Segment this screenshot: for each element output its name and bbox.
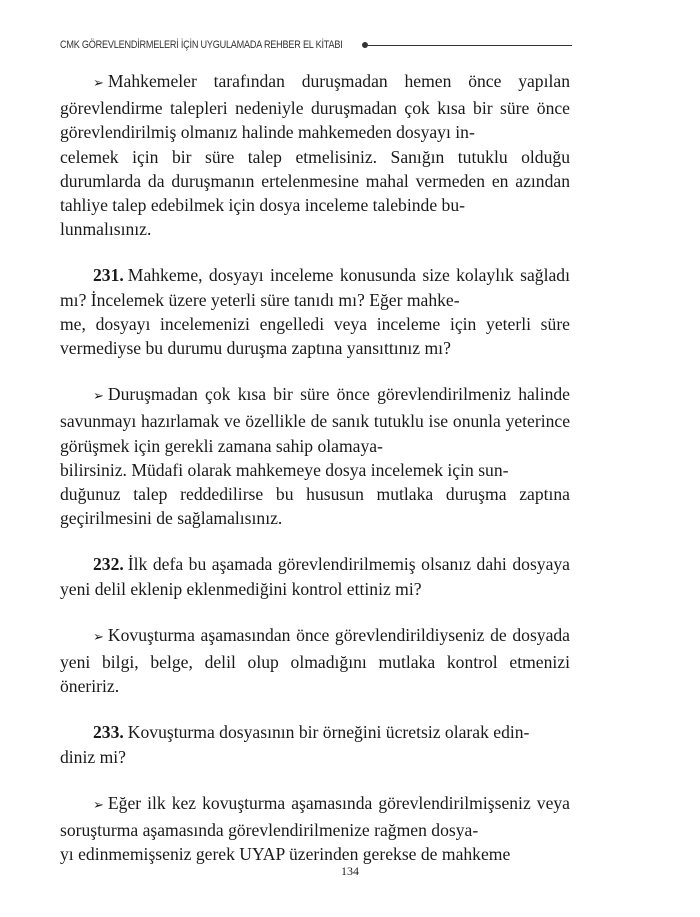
text-line: önce görevlendirilmiş olmanız halinde mahkemeden dosyayı in- (60, 98, 570, 143)
text-line: onunla yeterince görüşmek için gerekli zamana sahip olamaya- (60, 411, 571, 456)
text-line: duğunuz talep reddedilirse bu hususun mutlaka duruşma zaptına (60, 484, 570, 505)
text-line: Duruşmadan çok kısa bir süre önce görevlendirilmeniz (107, 384, 511, 405)
text-line: azından tahliye talep edebilmek için dosya inceleme talebinde bu- (60, 170, 570, 216)
text-line: me, dosyayı incelemenizi engelledi veya inceleme için yeterli süre (60, 313, 570, 334)
text-line: İlk defa bu aşamada görevlendirilmemiş olsanız dahi (127, 554, 507, 575)
arrow-bullet-icon: ➢ (93, 76, 104, 91)
text-line: Kovuşturma dosyasının bir örneğini ücretsiz olarak edin- (127, 722, 530, 743)
text-line: geçirilmesini de sağlamalısınız. (60, 508, 283, 529)
text-line: Mahkeme, dosyayı inceleme konusunda size kolaylık (127, 265, 514, 286)
arrow-bullet-icon: ➢ (93, 389, 104, 405)
bullet-paragraph (60, 791, 570, 867)
running-header-title: CMK GÖREVLENDİRMELERİ İÇİN UYGULAMADA REHBER EL KİTABI (60, 39, 343, 51)
page-number: 134 (341, 864, 359, 878)
text-line: celemek için bir süre talep etmelisiniz. Sanığın tutuklu olduğu (60, 146, 570, 167)
header-rule (368, 45, 572, 46)
question-number: 231. (93, 265, 124, 286)
question-number: 233. (93, 722, 124, 743)
bullet-paragraph (60, 69, 570, 241)
arrow-bullet-icon: ➢ (93, 629, 104, 645)
text-line: vermediyse bu durumu duruşma zaptına yansıttınız mı? (60, 338, 451, 359)
question-number: 232. (93, 554, 124, 575)
text-line: görevlendirme talepleri nedeniyle duruşmadan çok kısa bir süre (60, 98, 530, 119)
text-line: Eğer ilk kez kovuşturma aşamasında görevlendirilmişseniz (107, 792, 531, 813)
running-header (60, 37, 572, 53)
text-line: dosyaya yeni delil eklenip eklenmediğini kontrol ettiniz mi? (60, 554, 570, 599)
text-line: bilirsiniz. Müdafi olarak mahkemeye dosya incelemek için sun- (60, 459, 509, 480)
text-line: durumlarda da duruşmanın ertelenmesine mahal vermeden en (60, 170, 509, 191)
text-line: Kovuşturma aşamasından önce görevlendirildiyseniz de (107, 624, 507, 645)
arrow-bullet-icon: ➢ (93, 797, 104, 813)
bullet-paragraph (60, 623, 570, 699)
text-line: dosyada yeni bilgi, belge, delil olup olmadığını mutlaka kontrol (60, 624, 570, 673)
bullet-paragraph (60, 382, 570, 530)
text-line: sağladı mı? İncelemek üzere yeterli süre tanıdı mı? Eğer mahke- (60, 265, 570, 310)
question-paragraph (60, 720, 570, 768)
text-line: yı edinmemişseniz gerek UYAP üzerinden gerekse de mahkeme (60, 844, 511, 865)
text-line: Mahkemeler tarafından duruşmadan hemen önce yapılan (107, 71, 570, 91)
text-line: lunmalısınız. (60, 219, 152, 240)
text-line: etmenizi öneririz. (60, 652, 570, 697)
text-line: diniz mi? (60, 746, 126, 767)
page-body (60, 69, 570, 866)
question-paragraph (60, 263, 570, 360)
question-paragraph (60, 552, 570, 600)
text-line: veya soruşturma aşamasında görevlendirilmenize rağmen dosya- (60, 792, 570, 841)
text-line: halinde savunmayı hazırlamak ve özellikle de sanık tutuklu ise (60, 384, 570, 432)
